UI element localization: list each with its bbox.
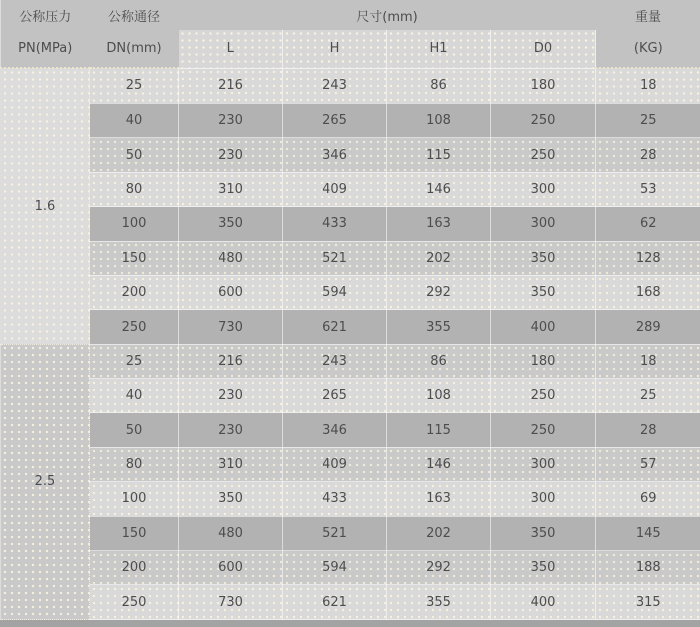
value-cell: 146 — [387, 447, 491, 481]
pn-group-cell: 1.6 — [1, 68, 90, 344]
value-cell: 433 — [283, 207, 387, 241]
table-row — [1, 207, 700, 241]
value-cell: 163 — [387, 482, 491, 516]
value-cell: 216 — [179, 68, 283, 103]
value-cell: 480 — [179, 516, 283, 550]
header-diameter: 公称通径 — [90, 0, 179, 30]
table-row — [1, 103, 700, 137]
dn-cell: 100 — [90, 482, 179, 516]
dn-cell: 150 — [90, 241, 179, 275]
value-cell: 108 — [387, 379, 491, 413]
dn-cell: 40 — [90, 103, 179, 137]
table-row — [1, 344, 700, 378]
dn-cell: 250 — [90, 310, 179, 344]
value-cell: 243 — [283, 68, 387, 103]
table-row — [1, 241, 700, 275]
value-cell: 115 — [387, 138, 491, 172]
header-dimensions: 尺寸(mm) — [179, 0, 596, 30]
value-cell: 480 — [179, 241, 283, 275]
value-cell: 230 — [179, 138, 283, 172]
value-cell: 355 — [387, 585, 491, 620]
dn-cell: 150 — [90, 516, 179, 550]
bottom-band — [0, 620, 700, 627]
value-cell: 409 — [283, 447, 387, 481]
value-cell: 433 — [283, 482, 387, 516]
header-weight: 重量 — [596, 0, 700, 30]
header-row-2 — [1, 30, 700, 68]
dn-cell: 80 — [90, 447, 179, 481]
value-cell: 86 — [387, 344, 491, 378]
value-cell: 521 — [283, 516, 387, 550]
table-header — [1, 0, 700, 68]
header-col-L: L — [179, 30, 283, 68]
dn-cell: 250 — [90, 585, 179, 620]
table-row — [1, 138, 700, 172]
value-cell: 521 — [283, 241, 387, 275]
dn-cell: 50 — [90, 413, 179, 447]
dn-cell: 200 — [90, 275, 179, 309]
value-cell: 53 — [596, 172, 700, 206]
value-cell: 594 — [283, 275, 387, 309]
header-col-D0: D0 — [491, 30, 596, 68]
value-cell: 292 — [387, 551, 491, 585]
value-cell: 115 — [387, 413, 491, 447]
value-cell: 18 — [596, 344, 700, 378]
dn-cell: 40 — [90, 379, 179, 413]
value-cell: 310 — [179, 447, 283, 481]
value-cell: 145 — [596, 516, 700, 550]
value-cell: 289 — [596, 310, 700, 344]
header-pressure: 公称压力 — [1, 0, 90, 30]
dn-cell: 25 — [90, 68, 179, 103]
value-cell: 346 — [283, 138, 387, 172]
value-cell: 230 — [179, 413, 283, 447]
value-cell: 300 — [491, 482, 596, 516]
table-row — [1, 68, 700, 103]
value-cell: 146 — [387, 172, 491, 206]
value-cell: 400 — [491, 585, 596, 620]
value-cell: 163 — [387, 207, 491, 241]
value-cell: 350 — [491, 241, 596, 275]
value-cell: 594 — [283, 551, 387, 585]
header-diameter-unit: DN(mm) — [90, 30, 179, 68]
table-row — [1, 310, 700, 344]
value-cell: 409 — [283, 172, 387, 206]
value-cell: 250 — [491, 138, 596, 172]
value-cell: 300 — [491, 172, 596, 206]
value-cell: 250 — [491, 379, 596, 413]
value-cell: 18 — [596, 68, 700, 103]
value-cell: 28 — [596, 413, 700, 447]
value-cell: 350 — [491, 275, 596, 309]
value-cell: 230 — [179, 103, 283, 137]
value-cell: 25 — [596, 103, 700, 137]
value-cell: 350 — [491, 551, 596, 585]
value-cell: 28 — [596, 138, 700, 172]
value-cell: 180 — [491, 344, 596, 378]
table-body — [1, 68, 700, 620]
value-cell: 188 — [596, 551, 700, 585]
dn-cell: 80 — [90, 172, 179, 206]
value-cell: 346 — [283, 413, 387, 447]
value-cell: 108 — [387, 103, 491, 137]
value-cell: 128 — [596, 241, 700, 275]
value-cell: 216 — [179, 344, 283, 378]
value-cell: 600 — [179, 551, 283, 585]
value-cell: 300 — [491, 447, 596, 481]
value-cell: 202 — [387, 241, 491, 275]
table-row — [1, 413, 700, 447]
value-cell: 57 — [596, 447, 700, 481]
table-row — [1, 516, 700, 550]
dn-cell: 25 — [90, 344, 179, 378]
table-row — [1, 447, 700, 481]
value-cell: 350 — [179, 207, 283, 241]
value-cell: 265 — [283, 379, 387, 413]
value-cell: 243 — [283, 344, 387, 378]
header-weight-unit: (KG) — [596, 30, 700, 68]
value-cell: 730 — [179, 310, 283, 344]
value-cell: 202 — [387, 516, 491, 550]
value-cell: 350 — [491, 516, 596, 550]
table-row — [1, 585, 700, 620]
value-cell: 730 — [179, 585, 283, 620]
pn-group-cell: 2.5 — [1, 344, 90, 619]
dn-cell: 200 — [90, 551, 179, 585]
table-row — [1, 379, 700, 413]
value-cell: 600 — [179, 275, 283, 309]
header-row-1 — [1, 0, 700, 30]
table-row — [1, 551, 700, 585]
value-cell: 168 — [596, 275, 700, 309]
dn-cell: 50 — [90, 138, 179, 172]
value-cell: 292 — [387, 275, 491, 309]
value-cell: 300 — [491, 207, 596, 241]
table-row — [1, 172, 700, 206]
value-cell: 250 — [491, 103, 596, 137]
value-cell: 400 — [491, 310, 596, 344]
value-cell: 355 — [387, 310, 491, 344]
value-cell: 25 — [596, 379, 700, 413]
table-row — [1, 275, 700, 309]
dn-cell: 100 — [90, 207, 179, 241]
table-row — [1, 482, 700, 516]
value-cell: 621 — [283, 310, 387, 344]
value-cell: 350 — [179, 482, 283, 516]
value-cell: 230 — [179, 379, 283, 413]
header-col-H: H — [283, 30, 387, 68]
value-cell: 315 — [596, 585, 700, 620]
value-cell: 310 — [179, 172, 283, 206]
value-cell: 180 — [491, 68, 596, 103]
value-cell: 62 — [596, 207, 700, 241]
value-cell: 265 — [283, 103, 387, 137]
value-cell: 86 — [387, 68, 491, 103]
header-pressure-unit: PN(MPa) — [1, 30, 90, 68]
value-cell: 250 — [491, 413, 596, 447]
value-cell: 69 — [596, 482, 700, 516]
value-cell: 621 — [283, 585, 387, 620]
header-col-H1: H1 — [387, 30, 491, 68]
